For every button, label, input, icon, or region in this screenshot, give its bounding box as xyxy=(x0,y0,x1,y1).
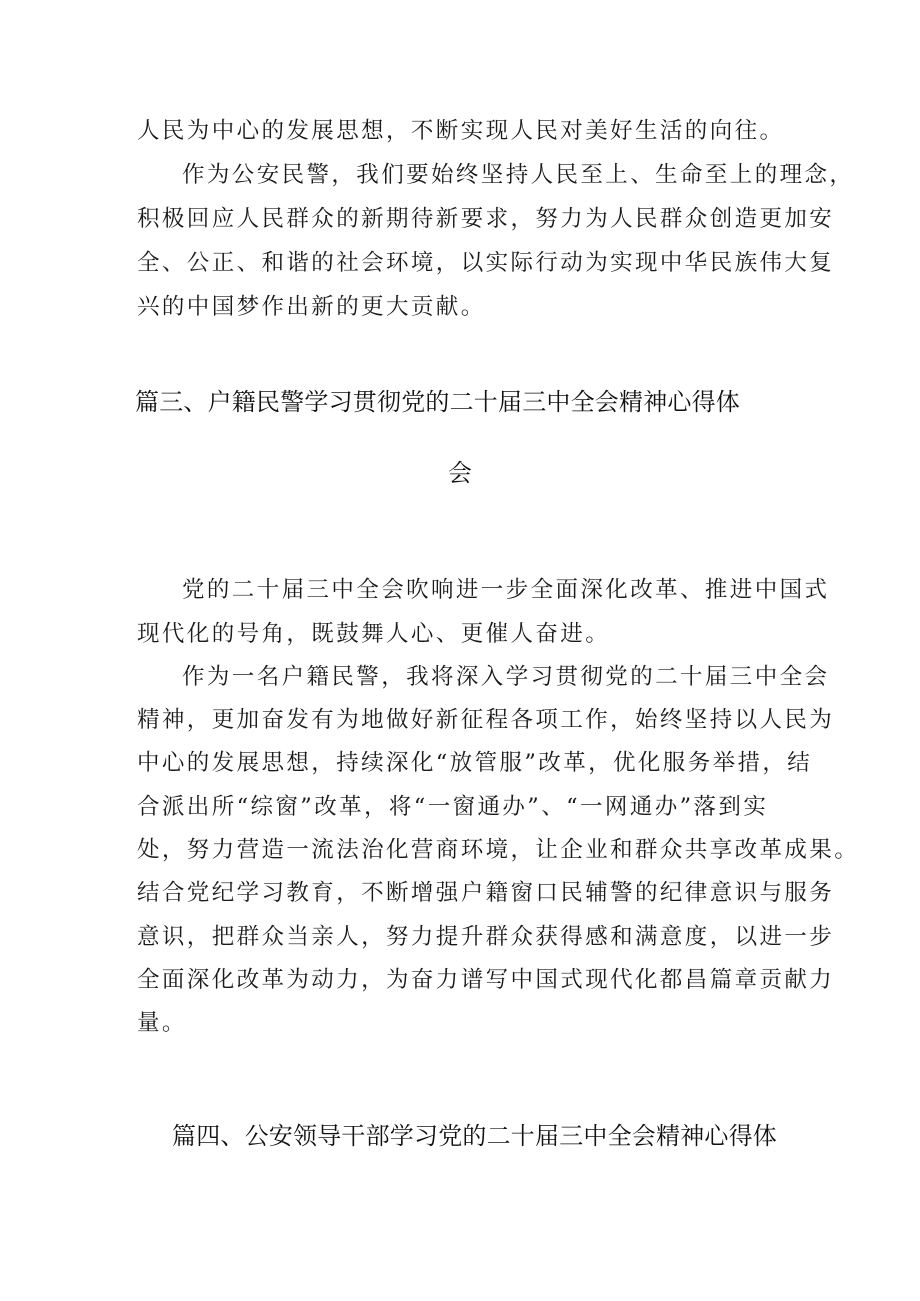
paragraph-line: 作为公安民警，我们要始终坚持人民至上、生命至上的理念， xyxy=(182,162,855,188)
paragraph-line: 党的二十届三中全会吹响进一步全面深化改革、推进中国式 xyxy=(182,577,830,603)
paragraph-line: 人民为中心的发展思想，不断实现人民对美好生活的向往。 xyxy=(137,118,785,144)
paragraph-line: 合派出所“综窗”改革，将“一窗通办”、“一网通办”落到实 xyxy=(137,794,769,820)
section-heading-continued: 会 xyxy=(448,459,473,487)
paragraph-line: 全、公正、和谐的社会环境，以实际行动为实现中华民族伟大复 xyxy=(137,250,835,276)
section-heading: 篇三、户籍民警学习贯彻党的二十届三中全会精神心得体 xyxy=(135,388,740,416)
paragraph-line: 中心的发展思想，持续深化“放管服”改革，优化服务举措，结 xyxy=(137,750,813,776)
paragraph-line: 兴的中国梦作出新的更大贡献。 xyxy=(137,294,486,320)
paragraph-line: 意识，把群众当亲人，努力提升群众获得感和满意度，以进一步 xyxy=(137,924,835,950)
section-heading: 篇四、公安领导干部学习党的二十届三中全会精神心得体 xyxy=(172,1122,777,1150)
paragraph-line: 积极回应人民群众的新期待新要求，努力为人民群众创造更加安 xyxy=(137,206,835,232)
paragraph-line: 结合党纪学习教育，不断增强户籍窗口民辅警的纪律意识与服务 xyxy=(137,880,835,906)
paragraph-line: 量。 xyxy=(137,1010,187,1036)
paragraph-line: 处，努力营造一流法治化营商环境，让企业和群众共享改革成果。 xyxy=(137,837,860,863)
paragraph-line: 作为一名户籍民警，我将深入学习贯彻党的二十届三中全会 xyxy=(182,664,830,690)
paragraph-line: 全面深化改革为动力，为奋力谱写中国式现代化都昌篇章贡献力 xyxy=(137,967,835,993)
paragraph-line: 现代化的号角，既鼓舞人心、更催人奋进。 xyxy=(137,621,611,647)
paragraph-line: 精神，更加奋发有为地做好新征程各项工作，始终坚持以人民为 xyxy=(137,707,835,733)
